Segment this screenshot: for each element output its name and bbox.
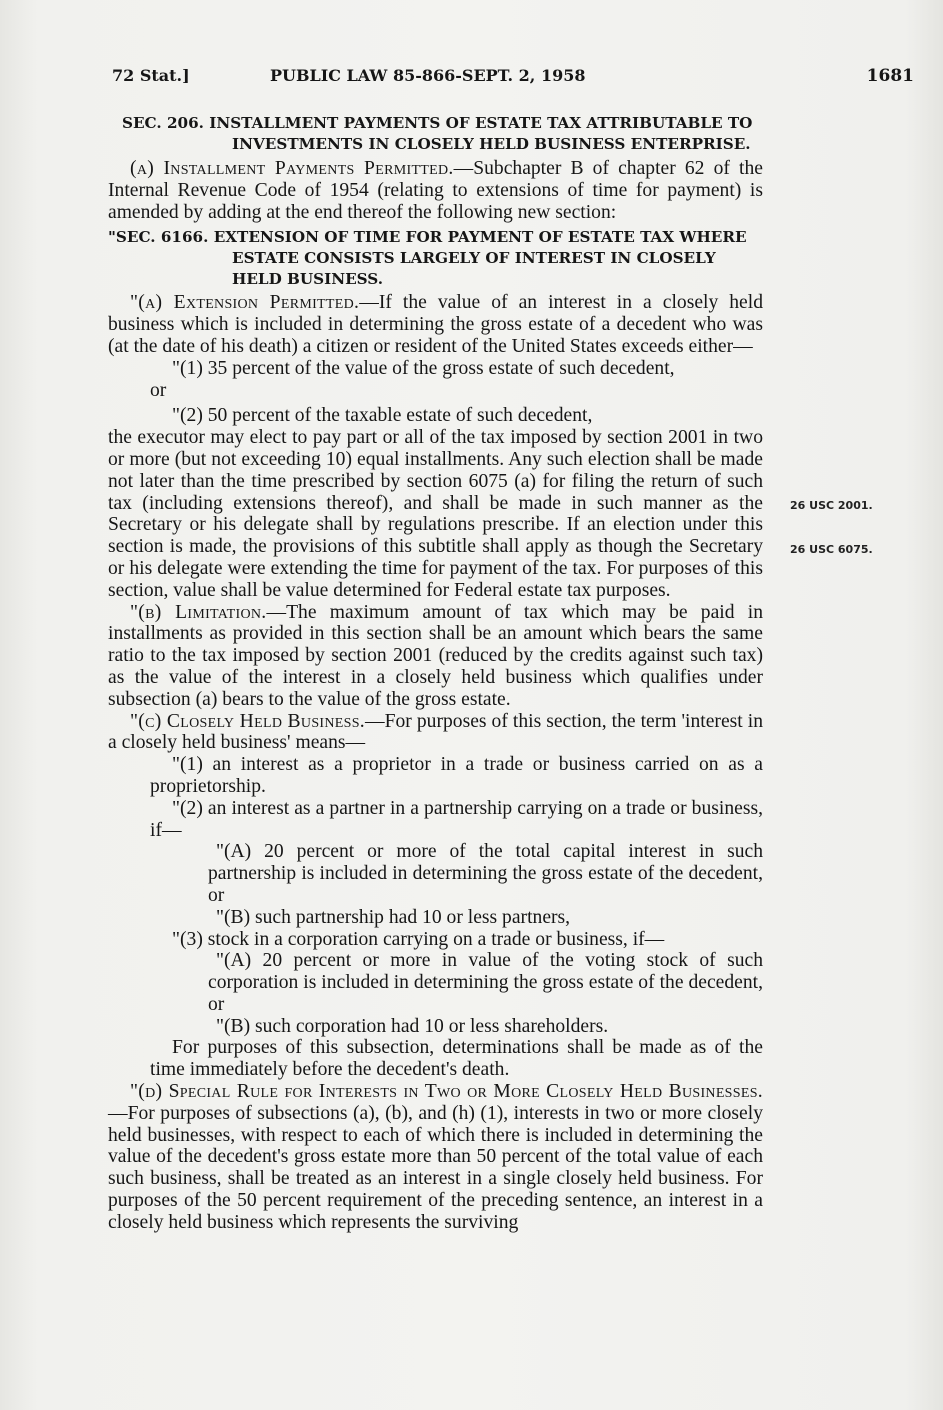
page-header (112, 66, 914, 92)
subsection-c-text: —For purposes of this section, the term 'interest in a closely held business' means— (108, 710, 763, 754)
subsection-d-lead: "(d) Special Rule for Interests in Two or More Closely Held Businesses. (130, 1081, 763, 1103)
subsection-a-2: "(2) 50 percent of the taxable estate of such decedent, (172, 405, 593, 427)
paragraph-a-lead: (a) Installment Payments Permitted. (130, 158, 454, 179)
subsection-c-3: "(3) stock in a corporation carrying on a trade or business, if— (172, 928, 665, 950)
paragraph-a (108, 158, 763, 223)
subsection-a (108, 292, 763, 357)
subsection-a-1: "(1) 35 percent of the value of the gross estate of such decedent, (172, 357, 675, 379)
section-6166-heading: "SEC. 6166. EXTENSION OF TIME FOR PAYMENT OF ESTATE TAX WHERE ESTATE CONSISTS LARGELY OF INTEREST IN CLOSELY HELD BUSINESS. (108, 228, 747, 289)
subsection-a-lead: "(a) Extension Permitted. (130, 292, 360, 314)
subsection-d-text: —For purposes of subsections (a), (b), and (h) (1), interests in two or more closely held businesses, with respect to each of which there is included in determining the value of the decedent's gross estate more than 50 percent of the total value of each such business, shall be treated as an interest in a single closely held business. For purposes of the 50 percent requirement of the preceding sentence, an interest in a closely held business which represents the surviving (108, 1102, 763, 1233)
subsection-c-3-B: "(B) such corporation had 10 or less shareholders. (216, 1015, 609, 1037)
subsection-c-tail: For purposes of this subsection, determinations shall be made as of the time immediately before the decedent's death. (150, 1037, 763, 1081)
header-page-number: 1681 (866, 66, 914, 86)
header-public-law-title: PUBLIC LAW 85-866-SEPT. 2, 1958 (270, 66, 586, 85)
header-statute-volume: 72 Stat.] (112, 66, 190, 85)
margin-note-usc-6075: 26 USC 6075. (790, 543, 873, 556)
subsection-a-continuation: the executor may elect to pay part or all of the tax imposed by section 2001 in two or more (but not exceeding 10) equal installments. Any such election shall be made not later than the time prescribed by section 6075 (a) for filing the return of such tax (including extensions thereof), and shall be made in such manner as the Secretary or his delegate shall by regulations prescribe. If an election under this section is made, the provisions of this subtitle shall apply as though the Secretary or his delegate were extending the time for payment of the tax. For purposes of this section, value shall be value determined for Federal estate tax purposes. (108, 427, 763, 601)
section-206-heading: SEC. 206. INSTALLMENT PAYMENTS OF ESTATE TAX ATTRIBUTABLE TO INVESTMENTS IN CLOSELY HELD BUSINESS ENTERPRISE. (122, 114, 753, 153)
subsection-b (108, 602, 763, 711)
subsection-a-or: or (150, 379, 167, 401)
subsection-d (108, 1081, 763, 1234)
document-body (108, 113, 763, 1234)
subsection-c-3-A: "(A) 20 percent or more in value of the voting stock of such corporation is included in determining the gross estate of the decedent, or (208, 950, 763, 1015)
subsection-b-text: —The maximum amount of tax which may be paid in installments as provided in this section shall be an amount which bears the same ratio to the tax imposed by section 2001 (reduced by the credits against such tax) as the value of the interest in a closely held business which qualifies under subsection (a) bears to the value of the gross estate. (108, 601, 763, 710)
subsection-c-1: "(1) an interest as a proprietor in a trade or business carried on as a proprietorship. (150, 754, 763, 797)
margin-note-usc-2001: 26 USC 2001. (790, 499, 873, 512)
subsection-c-2-B: "(B) such partnership had 10 or less partners, (216, 906, 571, 928)
subsection-c (108, 711, 763, 755)
subsection-b-lead: "(b) Limitation. (130, 601, 267, 623)
subsection-c-lead: "(c) Closely Held Business. (130, 710, 366, 732)
paragraph-a-text: —Subchapter B of chapter 62 of the Internal Revenue Code of 1954 (relating to extensions of time for payment) is amended by adding at the end thereof the following new section: (108, 158, 763, 223)
subsection-c-2: "(2) an interest as a partner in a partnership carrying on a trade or business, if— (150, 797, 763, 841)
subsection-c-2-A: "(A) 20 percent or more of the total capital interest in such partnership is included in determining the gross estate of the decedent, or (208, 841, 763, 906)
subsection-a-text: —If the value of an interest in a closely held business which is included in determining the gross estate of a decedent who was (at the date of his death) a citizen or resident of the United States exceeds either— (108, 292, 763, 357)
